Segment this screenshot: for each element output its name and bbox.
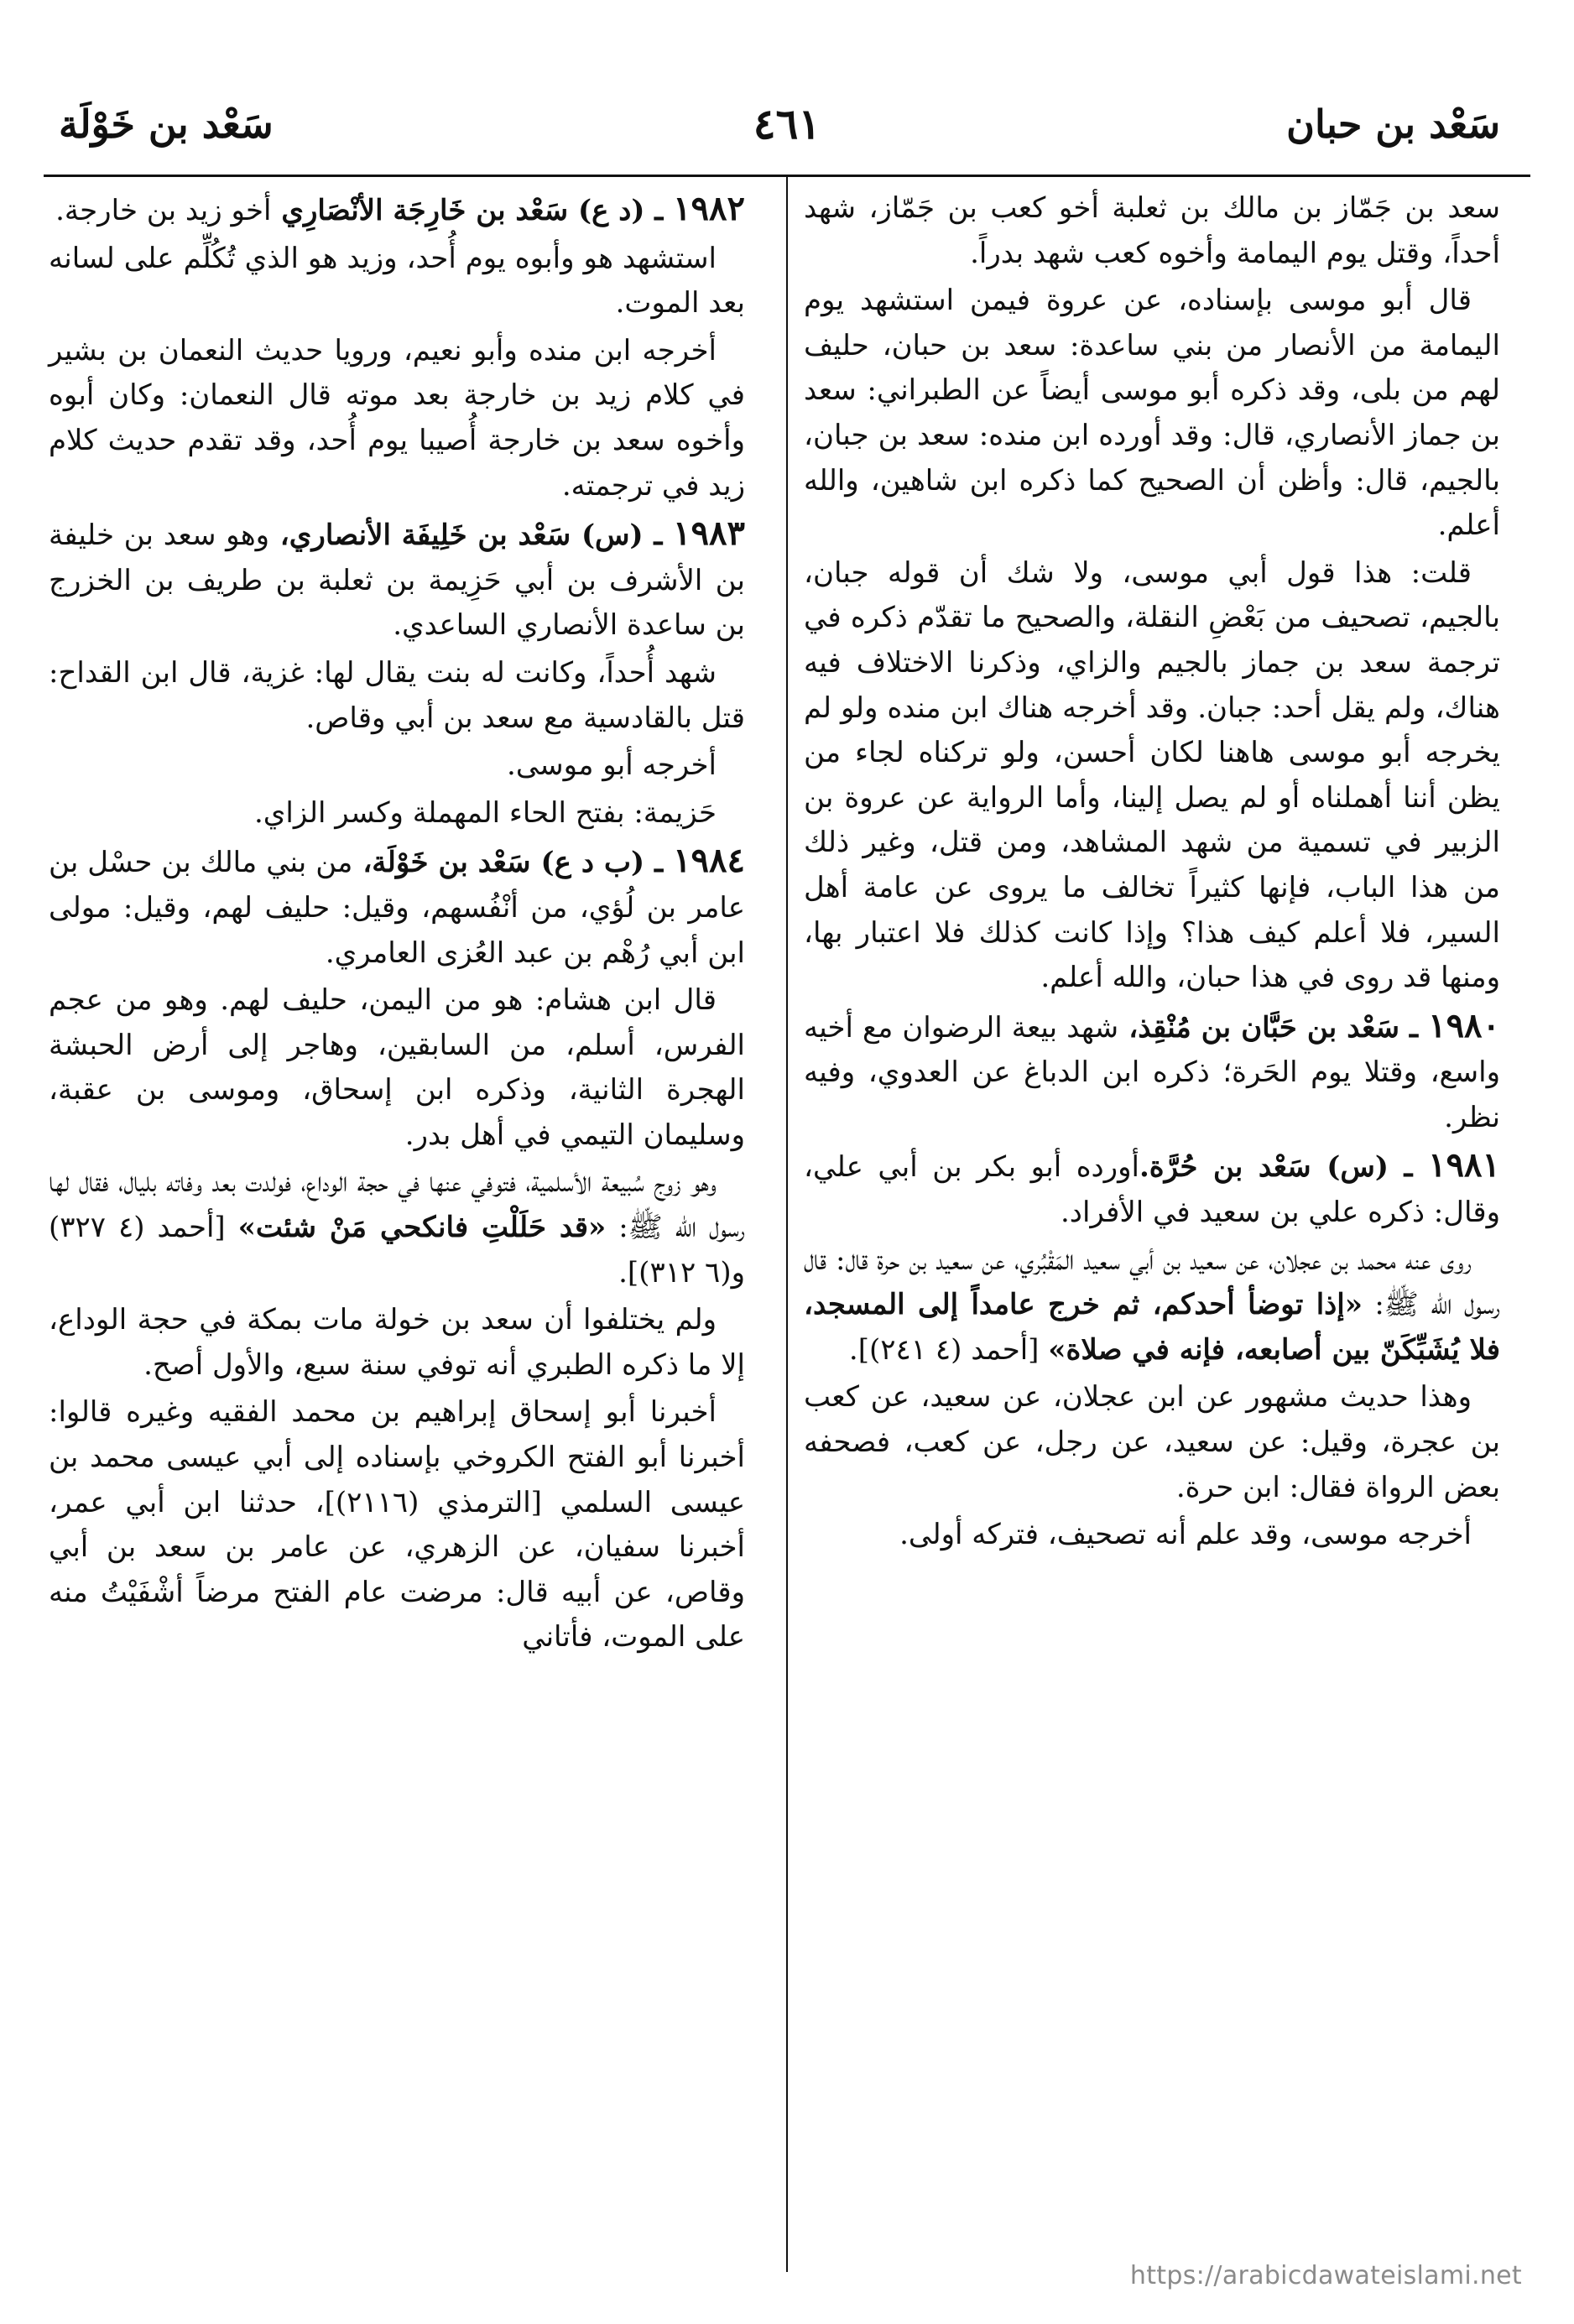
entry-heading: ـ (س) سَعْد بن خَلِيفَة الأنصاري، [269, 518, 674, 553]
text-span: روى عنه محمد بن عجلان، عن سعيد بن أبي سعيد المَقْبُري، عن سعيد بن حرة قال: قال رسول الله ﷺ: [804, 1243, 1501, 1322]
entry-1983 [49, 511, 745, 649]
paragraph: أخرجه موسى، وقد علم أنه تصحيف، فتركه أولى. [899, 1518, 1472, 1552]
entry-number: ١٩٨٤ [673, 841, 745, 881]
entry-heading: ـ (س) سَعْد بن حُرَّة. [1139, 1150, 1429, 1185]
right-column [804, 186, 1500, 1561]
paragraph: أخرجه أبو موسى. [507, 748, 717, 783]
entry-heading: ـ (ب د ع) سَعْد بن خَوْلَة، [352, 846, 674, 880]
paragraph: قال أبو موسى بإسناده، عن عروة فيمن استشهد يوم اليمامة من الأنصار من بني ساعدة: سعد بن حبان، حليف لهم من بلى، وقد ذكره أبو موسى أيضاً عن الطبراني: سعد بن جماز الأنصاري، قال: وقد أورده ابن منده: سعد بن جبان، بالجيم، قال: وأظن أن الصحيح كما ذكره ابن شاهين، والله أعلم. [804, 284, 1500, 543]
entry-1980 [804, 1003, 1500, 1141]
column-divider [786, 176, 788, 2272]
paragraph [804, 1238, 1500, 1373]
paragraph: أخرجه ابن منده وأبو نعيم، ورويا حديث النعمان بن بشير في كلام زيد بن خارجة بعد موته قال النعمان: وكان أبوه وأخوه سعد بن خارجة أُصيبا يوم أُحد، وقد تقدم حديث كلام زيد في ترجمته. [49, 333, 745, 503]
hadith-quote: «قد حَلَلْتِ فانكحي مَنْ شئت» [237, 1211, 607, 1245]
entry-1981 [804, 1143, 1500, 1235]
entry-number: ١٩٨٢ [673, 189, 745, 228]
paragraph: وهذا حديث مشهور عن ابن عجلان، عن سعيد، عن كعب بن عجرة، وقيل: عن سعيد، عن رجل، عن كعب، فصحفه بعض الرواة فقال: ابن حرة. [804, 1380, 1500, 1504]
entry-text: أخو زيد بن خارجة. [55, 194, 272, 227]
citation: [أحمد (٤ ٣٢٧) و(٦ ٣١٢)]. [49, 1211, 745, 1290]
entry-heading: ـ (د ع) سَعْد بن خَارِجَة الأنْصَارِي [271, 194, 674, 227]
paragraph: شهد أُحداً، وكانت له بنت يقال لها: غزية، قال ابن القداح: قتل بالقادسية مع سعد بن أبي وقاص. [49, 655, 745, 735]
paragraph: ولم يختلفوا أن سعد بن خولة مات بمكة في حجة الوداع، إلا ما ذكره الطبري أنه توفي سنة سبع، والأول أصح. [49, 1303, 745, 1382]
entry-text: من بني مالك بن حسْل بن عامر بن لُؤي، من أنْفُسهم، وقيل: حليف لهم، وقيل: مولى ابن أبي رُهْم بن عبد العُزى العامري. [49, 846, 745, 970]
entry-1984 [49, 838, 745, 976]
citation: [أحمد (٤ ٢٤١)]. [848, 1332, 1049, 1367]
entry-number: ١٩٨١ [1428, 1145, 1500, 1185]
running-header-left: سَعْد بن خَوْلَة [59, 102, 274, 147]
entry-number: ١٩٨٣ [673, 513, 745, 554]
paragraph [49, 1160, 745, 1295]
page-number: ٤٦١ [753, 99, 821, 149]
paragraph: استشهد هو وأبوه يوم أُحد، وزيد هو الذي تُكُلِّم على لسانه بعد الموت. [49, 241, 745, 320]
entry-1982 [49, 186, 745, 234]
hadith-quote: «إذا توضأ أحدكم، ثم خرج عامداً إلى المسجد، فلا يُشَبِّكَنّ بين أصابعه، فإنه في صلاة» [804, 1288, 1500, 1367]
paragraph: حَزيمة: بفتح الحاء المهملة وكسر الزاي. [254, 795, 717, 830]
paragraph: قال ابن هشام: هو من اليمن، حليف لهم. وهو من عجم الفرس، أسلم، من السابقين، وهاجر إلى أرض الحبشة الهجرة الثانية، وذكره ابن إسحاق، وموسى بن عقبة، وسليمان التيمي في أهل بدر. [49, 983, 745, 1152]
entry-text: وهو سعد بن خليفة بن الأشرف بن أبي حَزِيمة بن ثعلبة بن طريف بن الخزرج بن ساعدة الأنصاري الساعدي. [49, 518, 745, 643]
entry-text: شهد بيعة الرضوان مع أخيه واسع، وقتلا يوم الحَرة؛ ذكره ابن الدباغ عن العدوي، وفيه نظر. [804, 1010, 1500, 1134]
paragraph: أخبرنا أبو إسحاق إبراهيم بن محمد الفقيه وغيره قالوا: أخبرنا أبو الفتح الكروخي بإسناده إلى أبي عيسى محمد بن عيسى السلمي [الترمذي (٢١١٦)]، حدثنا ابن أبي عمر، أخبرنا سفيان، عن الزهري، عن عامر بن سعد بن أبي وقاص، عن أبيه قال: مرضت عام الفتح مرضاً أشْفَيْتُ منه على الموت، فأتاني [49, 1395, 745, 1654]
entry-number: ١٩٨٠ [1428, 1005, 1501, 1045]
left-column [49, 186, 745, 1663]
paragraph: سعد بن جَمّاز بن مالك بن ثعلبة أخو كعب بن جَمّاز، شهد أحداً، وقتل يوم اليمامة وأخوه كعب شهد بدراً. [804, 191, 1500, 270]
text-span: وهو زوج سُبيعة الأسلمية، فتوفي عنها في حجة الوداع، فولدت بعد وفاته بليال، فقال لها رسول الله ﷺ: [49, 1165, 745, 1245]
entry-text: أورده أبو بكر بن أبي علي، وقال: ذكره علي بن سعيد في الأفراد. [804, 1150, 1500, 1230]
running-header-right: سَعْد بن حبان [1286, 102, 1500, 147]
paragraph: قلت: هذا قول أبي موسى، ولا شك أن قوله جبان، بالجيم، تصحيف من بَعْضِ النقلة، والصحيح ما تقدّم ذكره في ترجمة سعد بن جماز بالجيم والزاي، وذكرنا الاختلاف فيه هناك، ولم يقل أحد: جبان. وقد أخرجه هناك ابن منده ولو لم يخرجه أبو موسى هاهنا لكان أحسن، ولو تركناه لجاء من يظن أننا أهملناه أو لم يصل إلينا، وأما الرواية عن عروة بن الزبير في تسمية من شهد المشاهد، ومن قتل، وغير ذلك من هذا الباب، فإنها كثيراً تخالف ما يروى عن عامة أهل السير، فلا أعلم كيف هذا؟ وإذا كانت كذلك فلا اعتبار بها، ومنها قد روى في هذا حبان، والله أعلم. [804, 555, 1500, 995]
entry-heading: ـ سَعْد بن حَبَّان بن مُنْقِذ، [1118, 1010, 1429, 1045]
watermark-url: https://arabicdawateislami.net [1129, 2261, 1522, 2290]
